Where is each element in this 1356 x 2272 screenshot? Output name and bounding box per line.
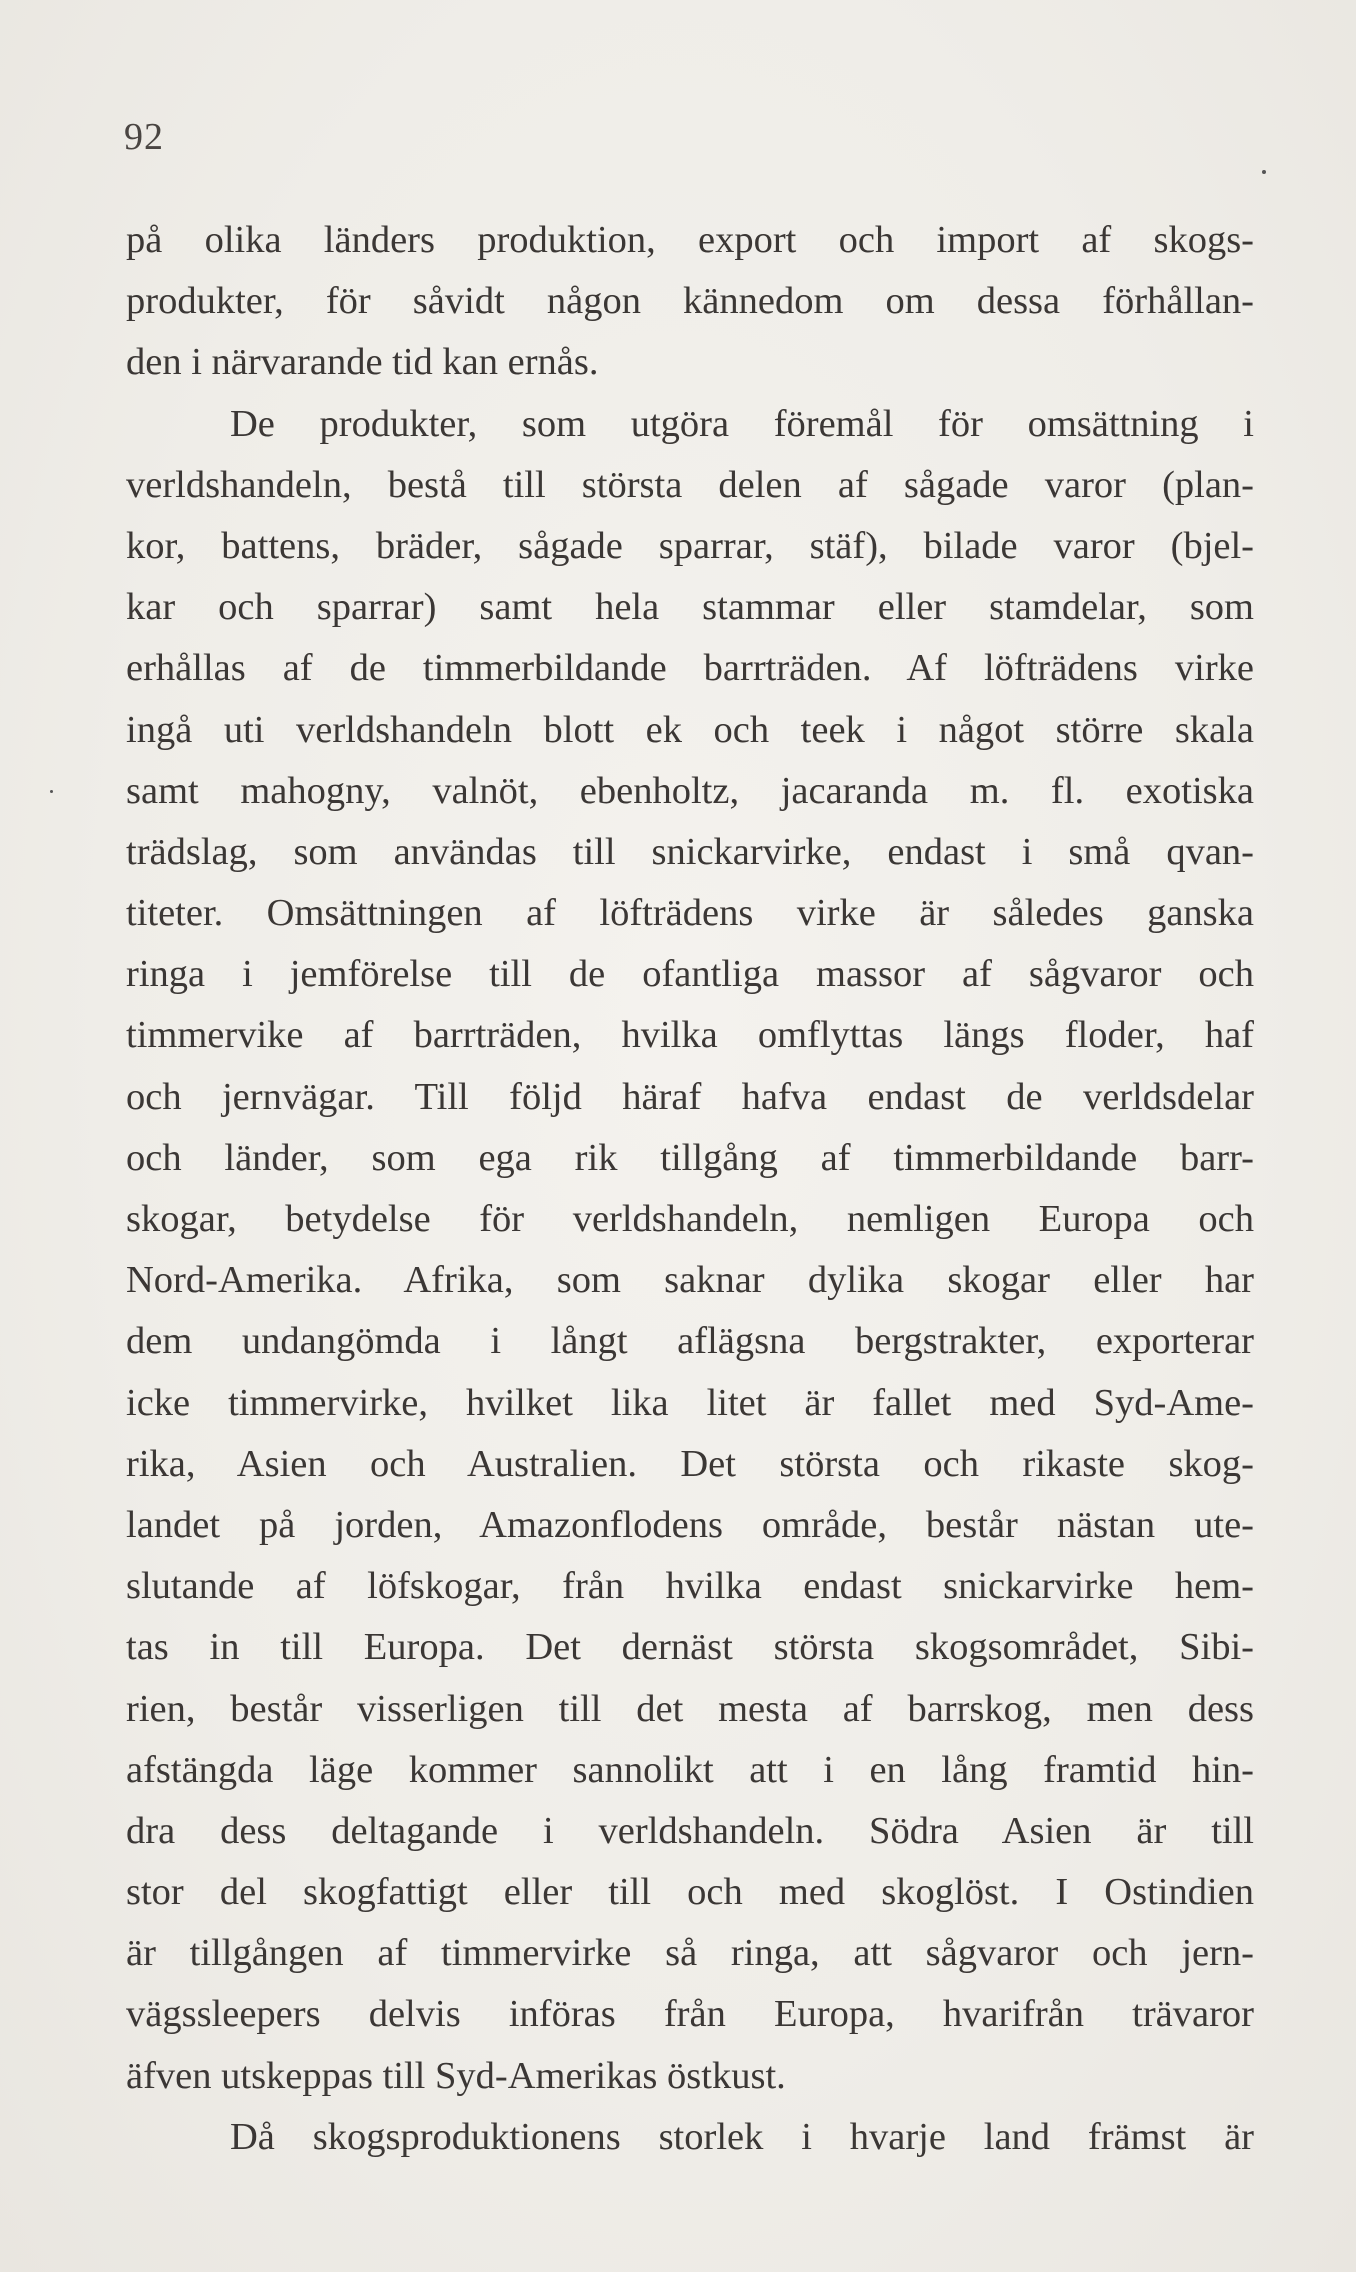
- text-line: på olika länders produktion, export och import af skogs-: [126, 219, 1254, 261]
- text-line: äfven utskeppas till Syd-Amerikas östkust.: [126, 2054, 786, 2097]
- text-line: verldshandeln, bestå till största delen af sågade varor (plan-: [126, 463, 1254, 506]
- text-line: skogar, betydelse för verldshandeln, nemligen Europa och: [126, 1198, 1254, 1240]
- text-line: den i närvarande tid kan ernås.: [126, 341, 599, 384]
- text-line: landet på jorden, Amazonflodens område, består nästan ute-: [126, 1503, 1254, 1546]
- text-line: De produkter, som utgöra föremål för omsättning i: [230, 402, 1254, 445]
- text-line: vägssleepers delvis införas från Europa, hvarifrån trävaror: [126, 1993, 1254, 2036]
- text-line: och länder, som ega rik tillgång af timmerbildande barr-: [126, 1136, 1254, 1179]
- text-line: är tillgången af timmervirke så ringa, att sågvaror och jern-: [126, 1932, 1254, 1975]
- text-line: icke timmervirke, hvilket lika litet är fallet med Syd-Ame-: [126, 1381, 1254, 1424]
- text-line: rien, består visserligen till det mesta af barrskog, men dess: [126, 1687, 1254, 1730]
- text-line: Då skogsproduktionens storlek i hvarje land främst är: [230, 2115, 1254, 2158]
- text-line: erhållas af de timmerbildande barrträden. Af löfträdens virke: [126, 647, 1254, 690]
- text-line: afstängda läge kommer sannolikt att i en lång framtid hin-: [126, 1748, 1254, 1791]
- body-text: [126, 210, 1254, 2168]
- text-line: ringa i jemförelse till de ofantliga massor af sågvaror och: [126, 953, 1254, 996]
- text-line: stor del skogfattigt eller till och med skoglöst. I Ostindien: [126, 1871, 1254, 1914]
- text-line: dem undangömda i långt aflägsna bergstrakter, exporterar: [126, 1320, 1254, 1363]
- text-line: slutande af löfskogar, från hvilka endast snickarvirke hem-: [126, 1565, 1254, 1608]
- ink-speck: [50, 790, 53, 793]
- text-line: samt mahogny, valnöt, ebenholtz, jacaranda m. fl. exotiska: [126, 769, 1254, 812]
- text-line: och jernvägar. Till följd häraf hafva endast de verldsdelar: [126, 1075, 1254, 1118]
- text-line: dra dess deltagande i verldshandeln. Södra Asien är till: [126, 1809, 1254, 1852]
- text-line: Nord-Amerika. Afrika, som saknar dylika skogar eller har: [126, 1259, 1254, 1302]
- page-number: 92: [124, 116, 164, 158]
- text-line: kor, battens, bräder, sågade sparrar, stäf), bilade varor (bjel-: [126, 524, 1254, 567]
- ink-speck: [1262, 170, 1266, 174]
- text-line: rika, Asien och Australien. Det största och rikaste skog-: [126, 1442, 1254, 1485]
- text-line: produkter, för såvidt någon kännedom om dessa förhållan-: [126, 280, 1254, 323]
- text-line: trädslag, som användas till snickarvirke, endast i små qvan-: [126, 830, 1254, 873]
- text-line: timmervike af barrträden, hvilka omflyttas längs floder, haf: [126, 1014, 1254, 1057]
- text-line: ingå uti verldshandeln blott ek och teek i något större skala: [126, 708, 1254, 751]
- text-line: tas in till Europa. Det dernäst största skogsområdet, Sibi-: [126, 1626, 1254, 1669]
- text-line: titeter. Omsättningen af löfträdens virke är således ganska: [126, 892, 1254, 935]
- text-line: kar och sparrar) samt hela stammar eller stamdelar, som: [126, 586, 1254, 629]
